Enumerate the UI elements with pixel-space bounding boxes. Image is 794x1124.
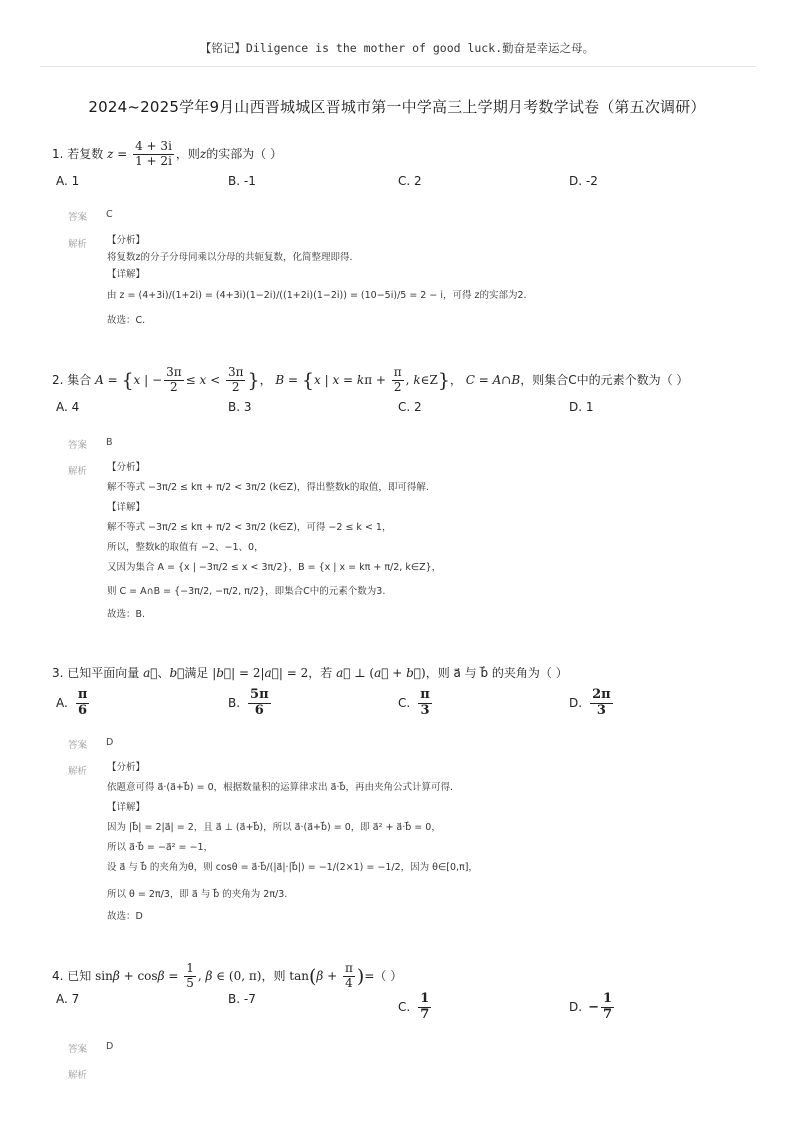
question-4-stem: 4. 已知 sinβ + cosβ = $\frac{1}{5}$ , β ∈ (0, π)，则 tan(β + $\frac{\pi}{4}$ )=（ ） xyxy=(52,961,403,990)
option-c[interactable]: C. 2 xyxy=(398,174,422,188)
question-4-analysis-label: 解析 xyxy=(68,1070,88,1081)
option-a[interactable]: A. 4 xyxy=(56,400,80,414)
question-2-analysis-label: 解析 xyxy=(68,466,88,477)
header-divider xyxy=(40,66,756,67)
question-2-answer: 答案 B xyxy=(68,437,113,451)
option-a[interactable]: A. $\frac{\pi}{6}$ xyxy=(56,687,88,718)
option-c[interactable]: C. 2 xyxy=(398,400,422,414)
question-1-answer: 答案 C xyxy=(68,209,113,223)
option-b[interactable]: B. 3 xyxy=(228,400,252,414)
question-3-analysis-label: 解析 xyxy=(68,766,88,777)
question-3-answer: 答案 D xyxy=(68,737,114,751)
option-b[interactable]: B. $\frac{5\pi}{6}$ xyxy=(228,687,269,718)
question-3-stem: 3. 已知平面向量 a⃗、b⃗满足 |b⃗| = 2|a⃗| = 2，若 a⃗ ⊥ (a⃗ + b⃗)，则 a⃗ 与 b⃗ 的夹角为（ ） xyxy=(52,666,568,680)
question-1-stem: 1. 若复数 z = $\frac{4 + 3i}{1 + 2i}$ ，则z的实部为（ ） xyxy=(52,139,283,168)
question-1-analysis-label: 解析 xyxy=(68,239,88,250)
option-b[interactable]: B. -7 xyxy=(228,992,256,1006)
option-a[interactable]: A. 1 xyxy=(56,174,80,188)
page-title: 2024~2025学年9月山西晋城城区晋城市第一中学高三上学期月考数学试卷（第五次调研） xyxy=(88,98,706,116)
option-d[interactable]: D. − $\frac{1}{7}$ xyxy=(569,991,613,1022)
question-1-fraction: $\frac{4 + 3i}{1 + 2i}$ xyxy=(135,139,172,168)
option-c[interactable]: C. $\frac{\pi}{3}$ xyxy=(398,687,430,718)
option-d[interactable]: D. 1 xyxy=(569,400,594,414)
option-d[interactable]: D. -2 xyxy=(569,174,598,188)
question-4-answer: 答案 D xyxy=(68,1041,114,1055)
option-b[interactable]: B. -1 xyxy=(228,174,256,188)
header-motto: 【铭记】Diligence is the mother of good luck.勤奋是幸运之母。 xyxy=(199,41,595,55)
answer-value: C xyxy=(106,209,113,220)
option-d[interactable]: D. $\frac{2\pi}{3}$ xyxy=(569,687,611,718)
option-a[interactable]: A. 7 xyxy=(56,992,80,1006)
question-1-prefix: 1. 若复数 xyxy=(52,146,104,161)
option-c[interactable]: C. $\frac{1}{7}$ xyxy=(398,991,430,1022)
question-2-stem: 2. 集合 A = {x | − $\frac{3\pi}{2}$ ≤ x < $\frac{3\pi}{2}$ }， B = {x | x = kπ + $\frac{\pi}{2}$ , k∈Z}， C = A∩B，则集合C中的元素个数为（ ） xyxy=(52,365,689,394)
